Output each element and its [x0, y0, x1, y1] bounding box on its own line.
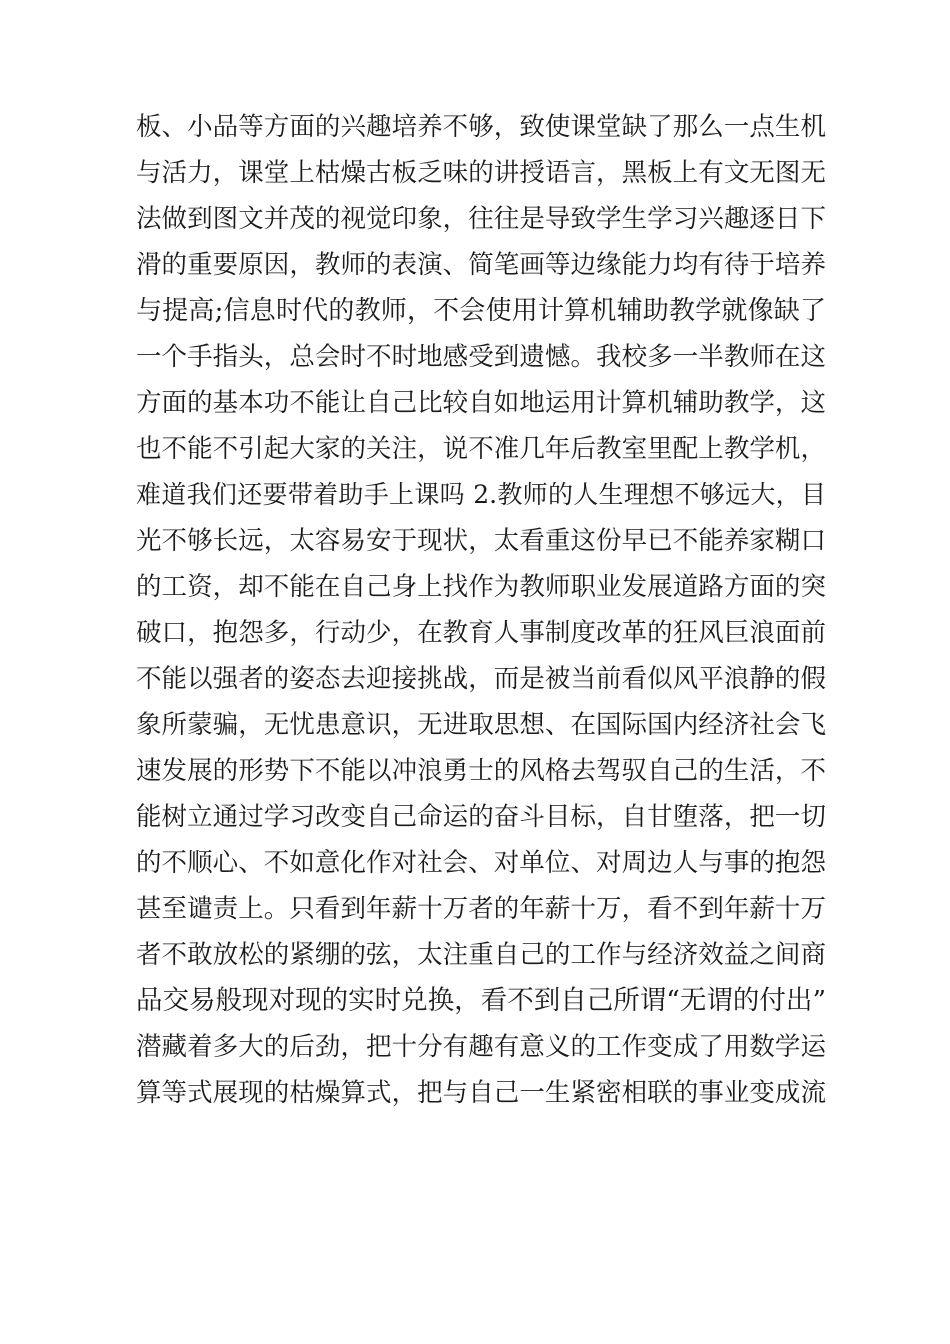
text-line: 与活力，课堂上枯燥古板乏味的讲授语言，黑板上有文无图无 — [136, 158, 826, 188]
text-line: 也不能不引起大家的关注，说不准几年后教室里配上教学机， — [136, 434, 826, 464]
text-line: 象所蒙骗，无忧患意识，无进取思想、在国际国内经济社会飞 — [136, 710, 826, 740]
text-line: 能树立通过学习改变自己命运的奋斗目标，自甘堕落，把一切 — [136, 802, 826, 832]
text-line: 的不顺心、不如意化作对社会、对单位、对周边人与事的抱怨 — [136, 848, 826, 878]
text-line: 与提高;信息时代的教师，不会使用计算机辅助教学就像缺了 — [136, 296, 826, 326]
text-line: 潜藏着多大的后劲，把十分有趣有意义的工作变成了用数学运 — [136, 1032, 826, 1062]
body-text — [136, 104, 826, 1116]
text-line: 者不敢放松的紧绷的弦，太注重自己的工作与经济效益之间商 — [136, 940, 826, 970]
text-line: 甚至谴责上。只看到年薪十万者的年薪十万，看不到年薪十万 — [136, 894, 826, 924]
text-line: 难道我们还要带着助手上课吗 2.教师的人生理想不够远大，目 — [136, 480, 826, 509]
text-line: 的工资，却不能在自己身上找作为教师职业发展道路方面的突 — [136, 572, 826, 602]
text-line: 光不够长远，太容易安于现状，太看重这份早已不能养家糊口 — [136, 526, 826, 556]
text-line: 破口，抱怨多，行动少，在教育人事制度改革的狂风巨浪面前 — [136, 618, 826, 648]
text-line: 一个手指头，总会时不时地感受到遗憾。我校多一半教师在这 — [136, 342, 826, 372]
text-line: 方面的基本功不能让自己比较自如地运用计算机辅助教学，这 — [136, 388, 826, 418]
text-line: 法做到图文并茂的视觉印象，往往是导致学生学习兴趣逐日下 — [136, 204, 826, 234]
text-line: 速发展的形势下不能以冲浪勇士的风格去驾驭自己的生活，不 — [136, 756, 826, 786]
text-line: 算等式展现的枯燥算式，把与自己一生紧密相联的事业变成流 — [136, 1078, 826, 1108]
text-line: 板、小品等方面的兴趣培养不够，致使课堂缺了那么一点生机 — [136, 112, 826, 142]
text-line: 品交易般现对现的实时兑换，看不到自己所谓“无谓的付出” — [136, 985, 826, 1016]
text-line: 不能以强者的姿态去迎接挑战，而是被当前看似风平浪静的假 — [136, 664, 826, 694]
text-line: 滑的重要原因，教师的表演、简笔画等边缘能力均有待于培养 — [136, 250, 826, 280]
